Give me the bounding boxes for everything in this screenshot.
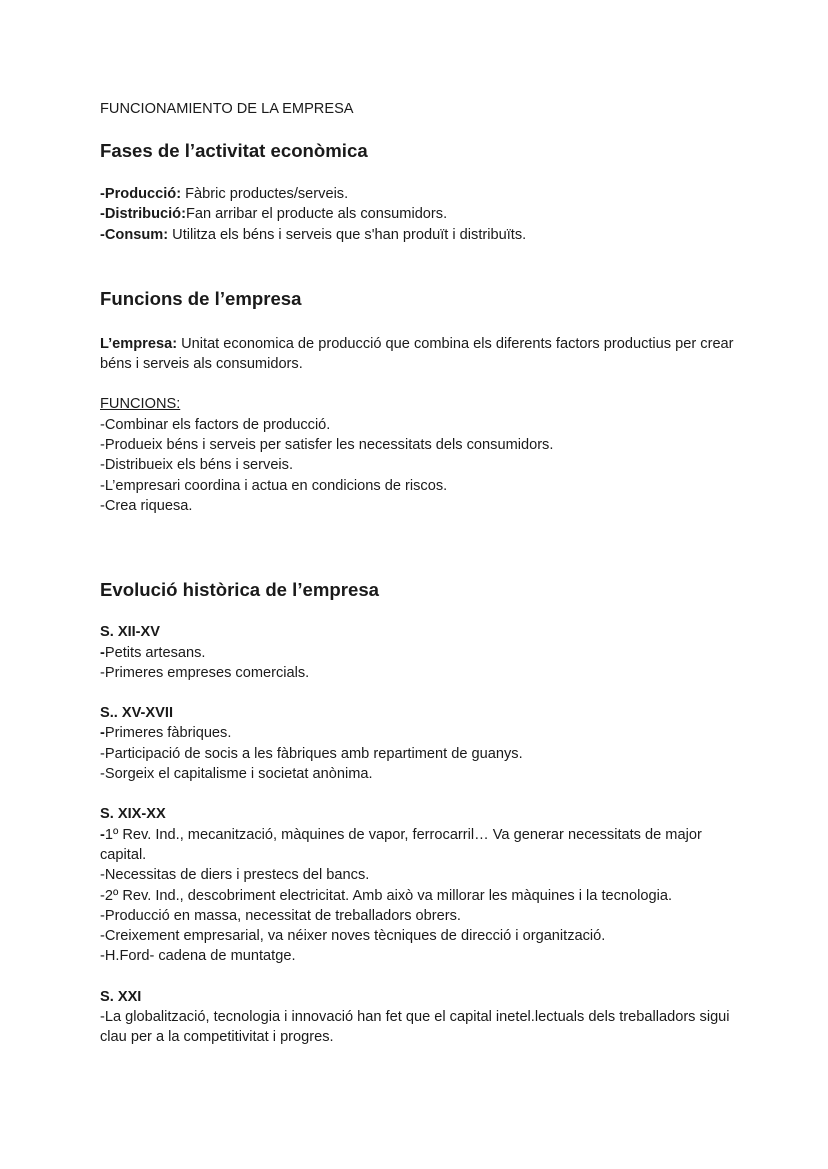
fase-term: -Producció: [100,186,182,202]
definition-text: Unitat economica de producció que combina els diferents factors productius per crear béns i serveis als consumidors. [100,335,734,373]
funcions-title-text: FUNCIONS: [100,396,181,413]
fase-term: -Distribució: [100,206,186,223]
heading-evolucio: Evolució històrica de l’empresa [100,579,380,601]
list-item: -Participació de socis a les fàbriques amb repartiment de guanys. [100,745,523,762]
dash: - [100,644,105,661]
definition-term: L’empresa: [100,335,178,352]
fase-item-produccio [100,184,740,204]
fases-list [100,184,740,245]
heading-funcions: Funcions de l’empresa [100,287,302,309]
list-item: -La globalització, tecnologia i innovació han fet que el capital inetel.lectuals dels treballadors sigui clau per a la competitivitat i progres. [100,1009,730,1046]
period-title: S.. XV-XVII [100,705,173,722]
period-title: S. XII-XV [100,624,161,641]
fase-item-distribucio [100,204,740,224]
list-item: -Produeix béns i serveis per satisfer les necessitats dels consumidors. [100,437,554,454]
list-item: -L’empresari coordina i actua en condicions de riscos. [100,477,448,494]
document-title: FUNCIONAMIENTO DE LA EMPRESA [100,101,354,117]
dash: - [100,725,105,742]
funcions-list [100,415,740,516]
item-text: Petits artesans. [104,644,206,661]
list-item [100,723,740,743]
item-text: Primeres fàbriques. [104,725,232,742]
list-item: -2º Rev. Ind., descobriment electricitat. Amb això va millorar les màquines i la tecnologia. [100,887,673,904]
empresa-definition [100,334,740,375]
list-item: -Combinar els factors de producció. [100,416,331,433]
heading-fases: Fases de l’activitat econòmica [100,140,368,161]
list-item: -Crea riquesa. [100,497,193,514]
fase-text: Utilitza els béns i serveis que s'han produït i distribuïts. [168,226,527,243]
item-text: 1º Rev. Ind., mecanització, màquines de vapor, ferrocarril… Va generar necessitats de major capital. [100,826,702,863]
fase-text: Fàbric productes/serveis. [181,186,349,202]
list-item: -Primeres empreses comercials. [100,664,310,681]
dash: - [100,826,105,843]
list-item [100,825,740,866]
list-item: -Necessitas de diers i prestecs del bancs. [100,867,370,884]
list-item: -Sorgeix el capitalisme i societat anònima. [100,766,373,783]
period-title: S. XIX-XX [100,806,166,823]
period-block [100,987,740,1048]
list-item: -Producció en massa, necessitat de treballadors obrers. [100,907,461,924]
period-title: S. XXI [100,988,142,1005]
list-item [100,643,740,663]
funcions-list-title [100,394,740,414]
document-page [100,99,740,1048]
period-block [100,622,740,683]
list-item: -Distribueix els béns i serveis. [100,457,294,474]
period-block [100,804,740,966]
fase-text: Fan arribar el producte als consumidors. [185,206,448,223]
list-item: -H.Ford- cadena de muntatge. [100,948,296,965]
fase-item-consum [100,225,740,245]
period-block [100,703,740,784]
list-item: -Creixement empresarial, va néixer noves tècniques de direcció i organització. [100,928,606,945]
fase-term: -Consum: [100,226,169,243]
